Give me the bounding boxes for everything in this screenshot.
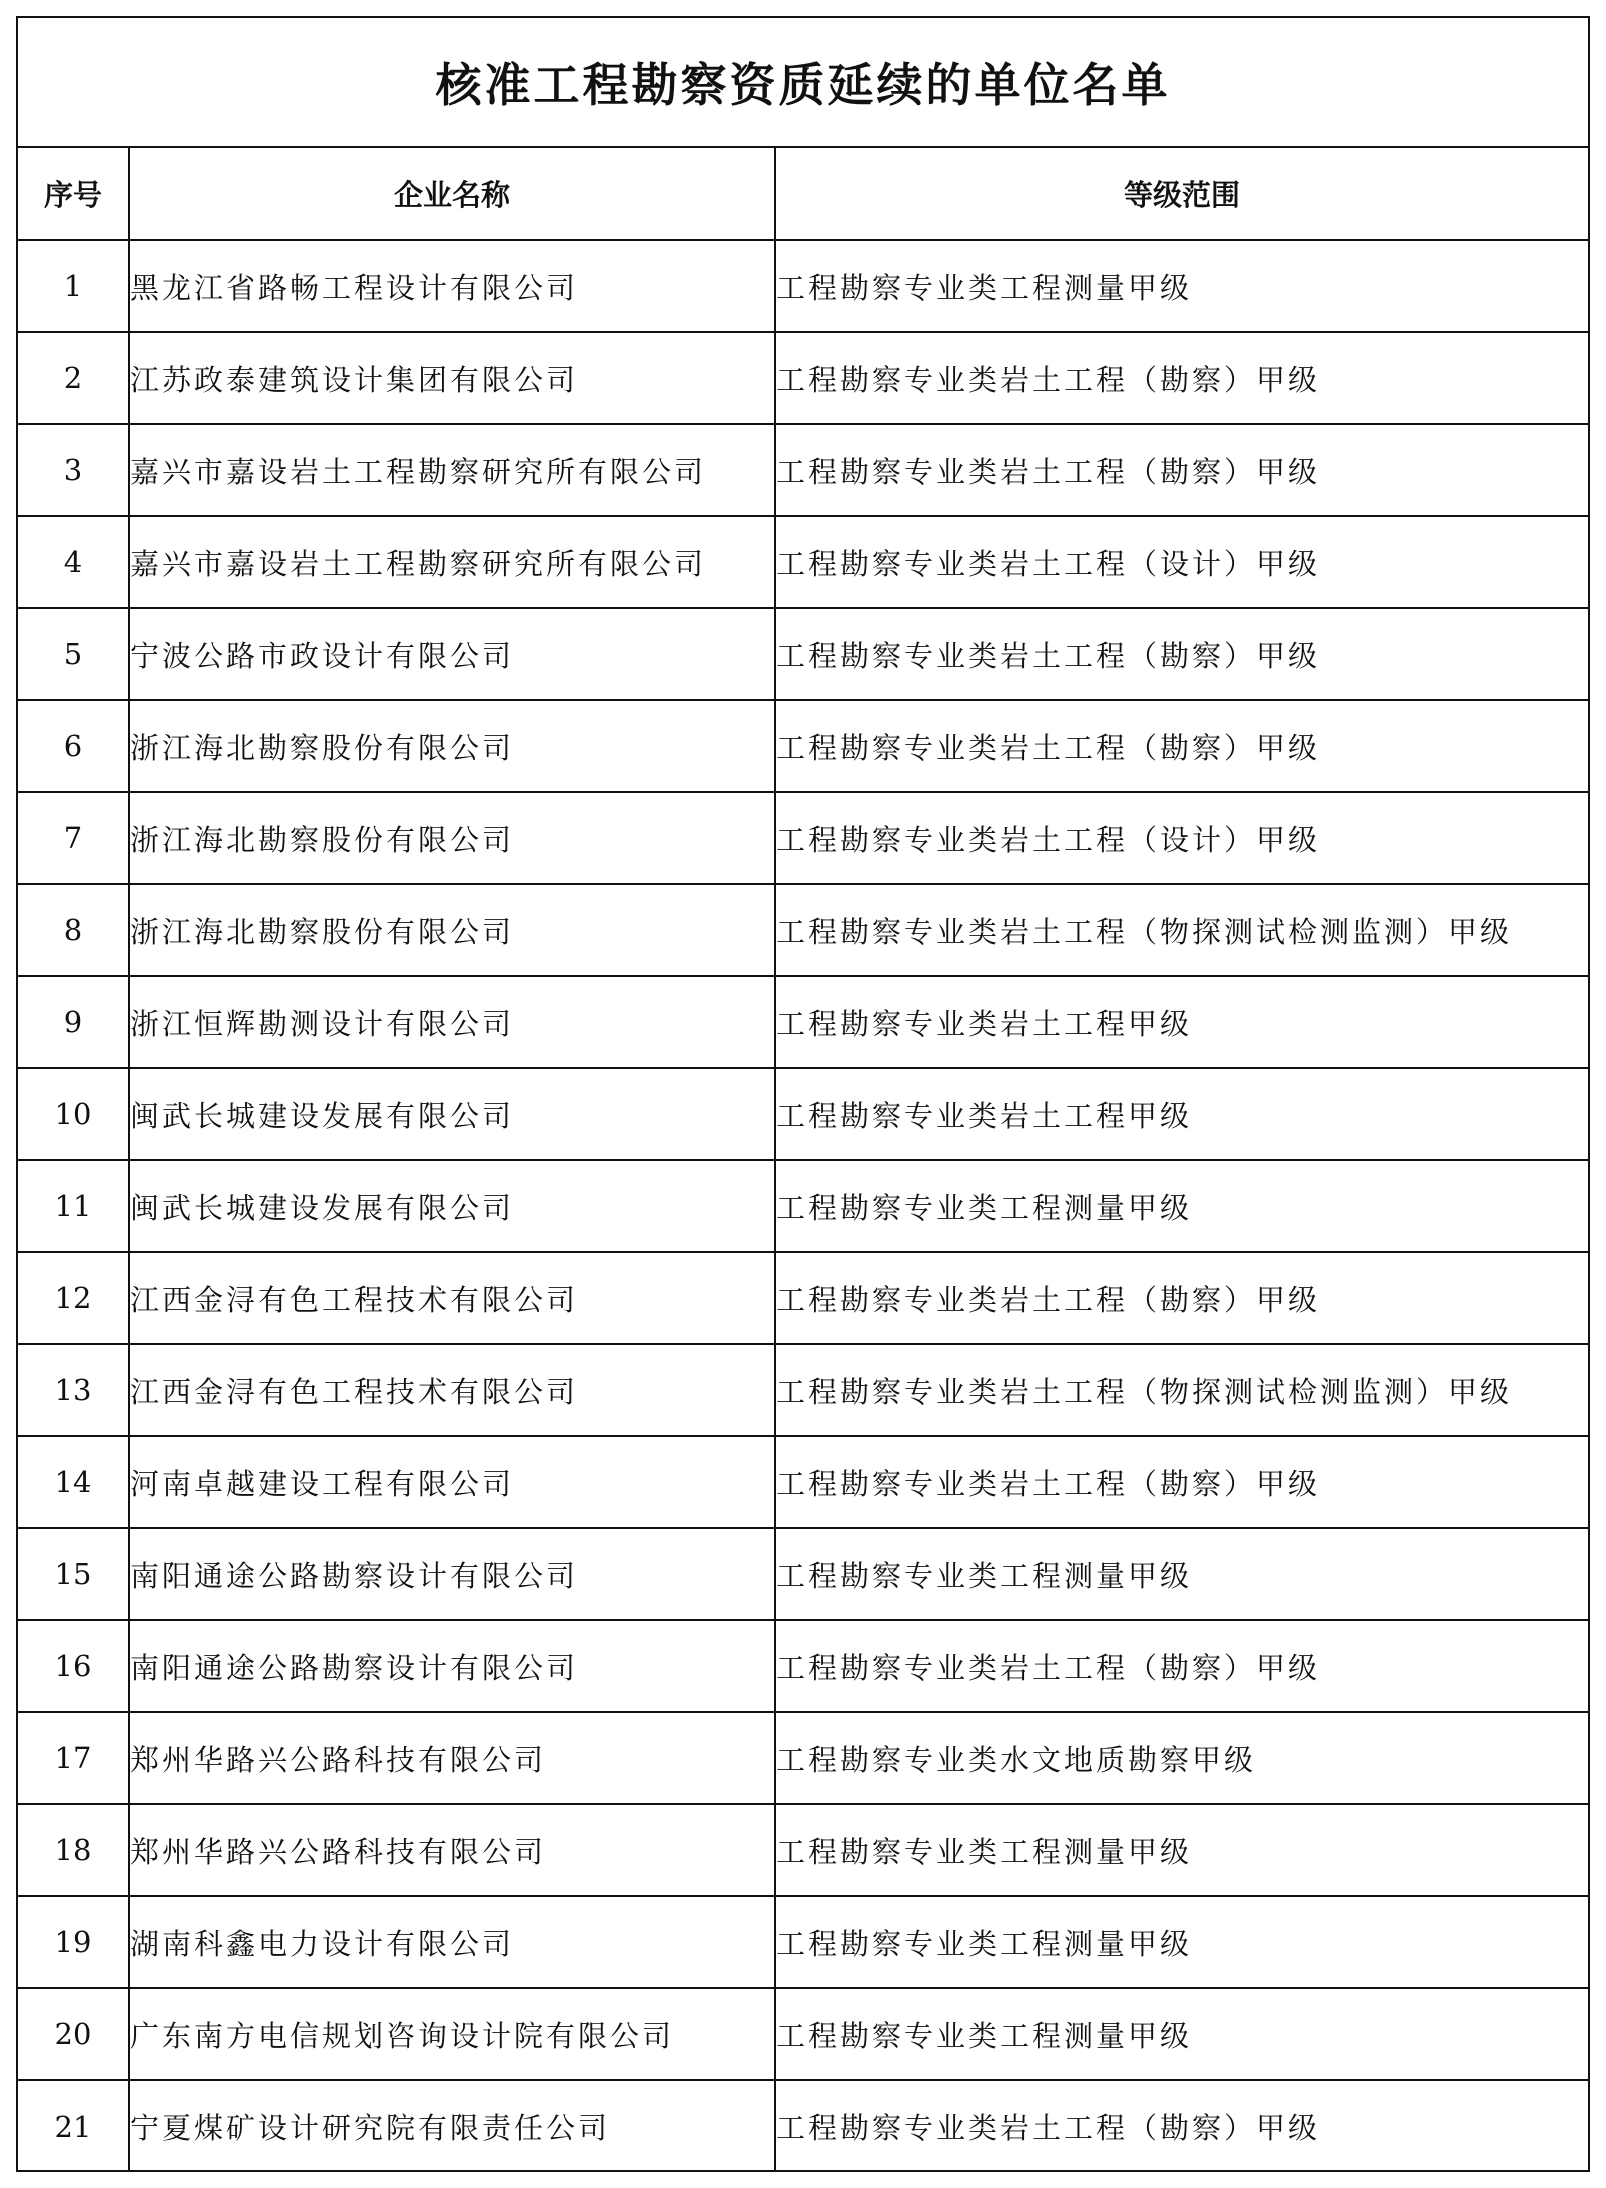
table-row (18, 1712, 1588, 1804)
table-row (18, 1528, 1588, 1620)
table-row (18, 1436, 1588, 1528)
company-name: 宁波公路市政设计有限公司 (129, 608, 775, 700)
table-row (18, 332, 1588, 424)
company-table (18, 148, 1588, 2172)
row-number: 5 (18, 608, 129, 700)
row-number: 12 (18, 1252, 129, 1344)
table-row (18, 1252, 1588, 1344)
row-number: 10 (18, 1068, 129, 1160)
qualification-scope: 工程勘察专业类水文地质勘察甲级 (775, 1712, 1588, 1804)
table-row (18, 976, 1588, 1068)
company-name: 宁夏煤矿设计研究院有限责任公司 (129, 2080, 775, 2172)
row-number: 15 (18, 1528, 129, 1620)
qualification-scope: 工程勘察专业类岩土工程甲级 (775, 1068, 1588, 1160)
company-name: 嘉兴市嘉设岩土工程勘察研究所有限公司 (129, 516, 775, 608)
table-row (18, 792, 1588, 884)
row-number: 4 (18, 516, 129, 608)
company-name: 浙江海北勘察股份有限公司 (129, 700, 775, 792)
qualification-scope: 工程勘察专业类岩土工程（勘察）甲级 (775, 1620, 1588, 1712)
table-row (18, 240, 1588, 332)
qualification-scope: 工程勘察专业类岩土工程（物探测试检测监测）甲级 (775, 884, 1588, 976)
column-header-name: 企业名称 (129, 148, 775, 240)
company-name: 南阳通途公路勘察设计有限公司 (129, 1620, 775, 1712)
row-number: 7 (18, 792, 129, 884)
row-number: 8 (18, 884, 129, 976)
qualification-scope: 工程勘察专业类岩土工程（设计）甲级 (775, 792, 1588, 884)
table-row (18, 2080, 1588, 2172)
qualification-scope: 工程勘察专业类岩土工程（勘察）甲级 (775, 332, 1588, 424)
table-row (18, 884, 1588, 976)
table-row (18, 1988, 1588, 2080)
qualification-scope: 工程勘察专业类岩土工程甲级 (775, 976, 1588, 1068)
title-bar (18, 18, 1588, 148)
company-name: 河南卓越建设工程有限公司 (129, 1436, 775, 1528)
table-row (18, 424, 1588, 516)
row-number: 2 (18, 332, 129, 424)
qualification-scope: 工程勘察专业类工程测量甲级 (775, 240, 1588, 332)
qualification-scope: 工程勘察专业类岩土工程（勘察）甲级 (776, 2111, 1321, 2145)
header-row (18, 148, 1588, 240)
company-name: 江苏政泰建筑设计集团有限公司 (129, 332, 775, 424)
row-number: 19 (18, 1896, 129, 1988)
column-header-scope: 等级范围 (775, 148, 1588, 240)
document-sheet (16, 16, 1590, 2172)
row-number: 18 (18, 1804, 129, 1896)
qualification-scope: 工程勘察专业类工程测量甲级 (775, 1160, 1588, 1252)
company-name: 郑州华路兴公路科技有限公司 (129, 1804, 775, 1896)
company-name: 嘉兴市嘉设岩土工程勘察研究所有限公司 (129, 424, 775, 516)
company-name: 闽武长城建设发展有限公司 (129, 1068, 775, 1160)
row-number: 20 (18, 1988, 129, 2080)
qualification-scope: 工程勘察专业类工程测量甲级 (775, 1988, 1588, 2080)
qualification-scope: 工程勘察专业类岩土工程（勘察）甲级 (775, 1252, 1588, 1344)
row-number: 17 (18, 1712, 129, 1804)
company-name: 江西金浔有色工程技术有限公司 (129, 1252, 775, 1344)
qualification-scope: 工程勘察专业类工程测量甲级 (775, 1804, 1588, 1896)
row-number: 11 (18, 1160, 129, 1252)
row-number: 14 (18, 1436, 129, 1528)
row-number: 13 (18, 1344, 129, 1436)
qualification-scope: 工程勘察专业类岩土工程（勘察）甲级 (775, 424, 1588, 516)
qualification-scope: 工程勘察专业类岩土工程（勘察）甲级 (775, 1436, 1588, 1528)
table-body (18, 240, 1588, 2172)
company-name: 黑龙江省路畅工程设计有限公司 (129, 240, 775, 332)
company-name: 浙江海北勘察股份有限公司 (129, 792, 775, 884)
table-row (18, 1620, 1588, 1712)
table-header (18, 148, 1588, 240)
table-row (18, 1068, 1588, 1160)
table-row (18, 1344, 1588, 1436)
table-row (18, 608, 1588, 700)
table-row (18, 516, 1588, 608)
qualification-scope: 工程勘察专业类工程测量甲级 (775, 1528, 1588, 1620)
table-row (18, 1804, 1588, 1896)
qualification-scope: 工程勘察专业类岩土工程（勘察）甲级 (775, 608, 1588, 700)
row-number: 6 (18, 700, 129, 792)
table-row (18, 700, 1588, 792)
qualification-scope: 工程勘察专业类岩土工程（设计）甲级 (775, 516, 1588, 608)
row-number: 9 (18, 976, 129, 1068)
table-row (18, 1160, 1588, 1252)
table-row (18, 1896, 1588, 1988)
company-name: 江西金浔有色工程技术有限公司 (129, 1344, 775, 1436)
row-number: 21 (18, 2080, 129, 2172)
company-name: 浙江恒辉勘测设计有限公司 (129, 976, 775, 1068)
row-number: 3 (18, 424, 129, 516)
company-name: 闽武长城建设发展有限公司 (129, 1160, 775, 1252)
company-name: 郑州华路兴公路科技有限公司 (129, 1712, 775, 1804)
qualification-scope: 工程勘察专业类工程测量甲级 (775, 1896, 1588, 1988)
row-number: 16 (18, 1620, 129, 1712)
column-header-no: 序号 (18, 148, 129, 240)
row-number: 1 (18, 240, 129, 332)
qualification-scope: 工程勘察专业类岩土工程（勘察）甲级 (775, 700, 1588, 792)
company-name: 浙江海北勘察股份有限公司 (129, 884, 775, 976)
document-title: 核准工程勘察资质延续的单位名单 (435, 58, 1171, 112)
company-name: 广东南方电信规划咨询设计院有限公司 (129, 1988, 775, 2080)
company-name: 南阳通途公路勘察设计有限公司 (129, 1528, 775, 1620)
company-name: 湖南科鑫电力设计有限公司 (129, 1896, 775, 1988)
qualification-scope: 工程勘察专业类岩土工程（物探测试检测监测）甲级 (775, 1344, 1588, 1436)
